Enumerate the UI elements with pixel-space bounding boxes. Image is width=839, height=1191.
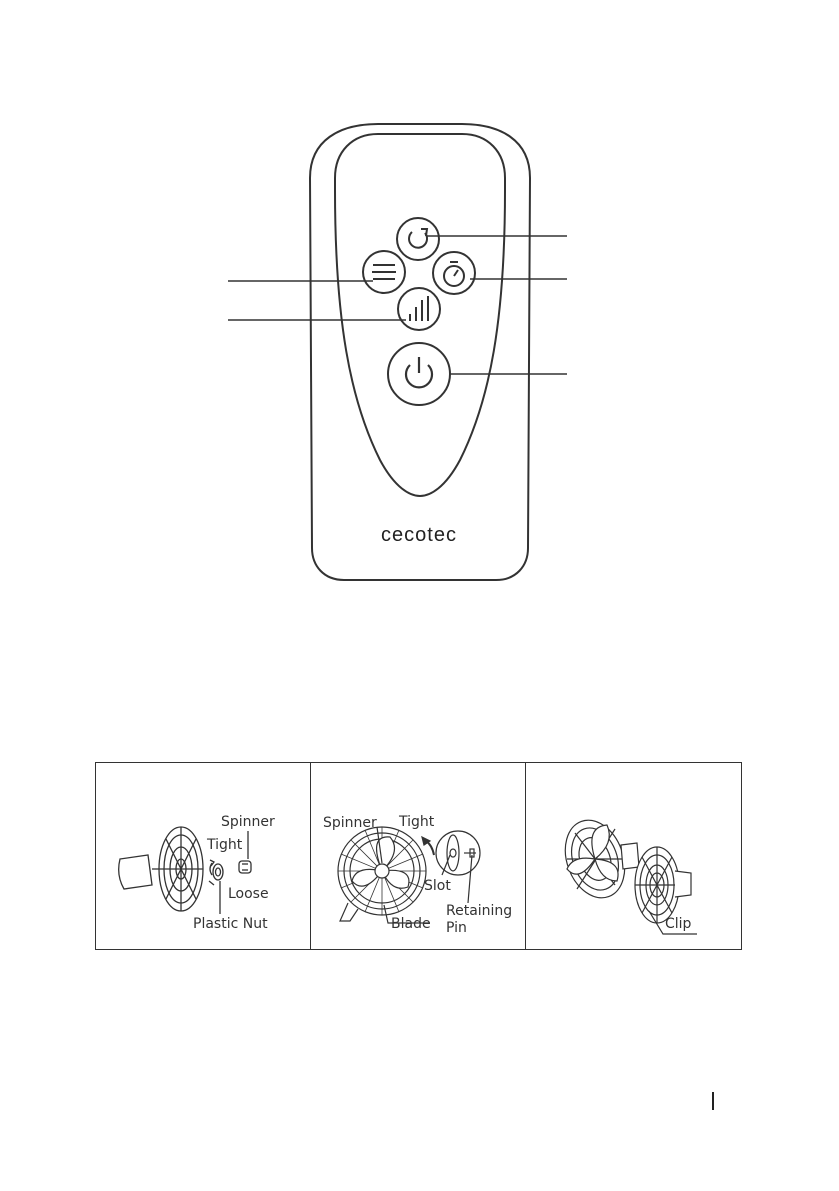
pin-label: Pin	[446, 920, 467, 936]
spinner-label: Spinner	[221, 814, 275, 830]
power-button[interactable]	[388, 343, 450, 405]
retaining-label: Retaining	[446, 903, 513, 919]
plastic-nut-label: Plastic Nut	[193, 916, 268, 932]
page-marker	[712, 1092, 714, 1110]
speed-button[interactable]	[398, 288, 440, 330]
mode-button[interactable]	[363, 251, 405, 293]
slot-label: Slot	[424, 878, 451, 894]
assembly-step-1-panel	[95, 762, 311, 950]
assembly-step-3-panel	[525, 762, 742, 950]
oscillation-button[interactable]	[397, 218, 439, 260]
tight-label: Tight	[207, 837, 243, 853]
fan-grille-clip-diagram	[525, 763, 742, 951]
spinner-label-2: Spinner	[323, 815, 377, 831]
assembly-step-2-panel	[310, 762, 526, 950]
timer-button[interactable]	[433, 252, 475, 294]
tight-label-2: Tight	[399, 814, 435, 830]
loose-label: Loose	[228, 886, 269, 902]
blade-label: Blade	[391, 916, 431, 932]
brand-logo: cecotec	[381, 524, 457, 546]
clip-label: Clip	[665, 916, 692, 932]
